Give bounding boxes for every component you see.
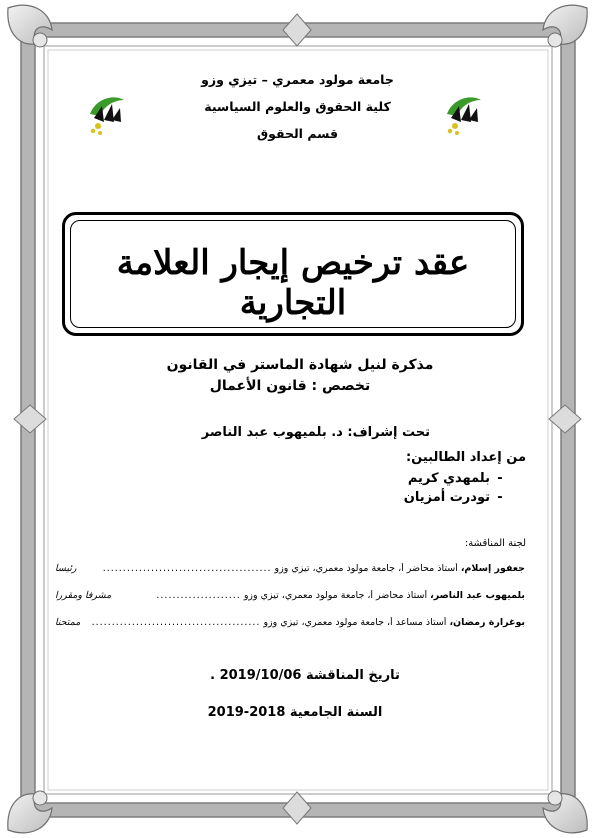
committee-member: بلميهوب عبد الناصر، أستاذ محاضر أ، جامعة مولود معمري، تيزي وزو ..................... مشرفا ومقررا — [55, 590, 525, 601]
university-name: جامعة مولود معمري – تيزي وزو — [201, 72, 394, 87]
department-name: قسم الحقوق — [256, 126, 339, 141]
bullet: - — [497, 471, 503, 486]
student-name: -تودرت أمزيان — [300, 490, 510, 505]
defense-date: تاريخ المناقشة 2019/10/06 . — [210, 668, 400, 683]
thesis-title: عقد ترخيص إيجار العلامة التجارية — [116, 243, 470, 323]
bullet: - — [497, 490, 503, 505]
degree-line: مذكرة لنيل شهادة الماستر في القانون — [166, 357, 434, 373]
specialty-line: تخصص : قانون الأعمال — [209, 378, 371, 394]
faculty-name: كلية الحقوق والعلوم السياسية — [204, 99, 391, 114]
title-box — [62, 212, 524, 336]
student-name: -بلمهدي كريم — [300, 471, 510, 486]
students-heading: من إعداد الطالبين: — [405, 450, 526, 465]
academic-year: السنة الجامعية 2018-2019 — [207, 705, 383, 720]
supervision-line: تحت إشراف: د. بلميهوب عبد الناصر — [201, 425, 430, 440]
committee-member: بوغرارة رمضان، أستاذ مساعد أ، جامعة مولود معمري، تيزي وزو .......................................... ممتحنا — [55, 617, 525, 628]
committee-member: جعفور إسلام، أستاذ محاضر أ، جامعة مولود معمري، تيزي وزو .......................................... رئيسا — [55, 563, 525, 574]
committee-heading: لجنة المناقشة: — [464, 538, 526, 549]
